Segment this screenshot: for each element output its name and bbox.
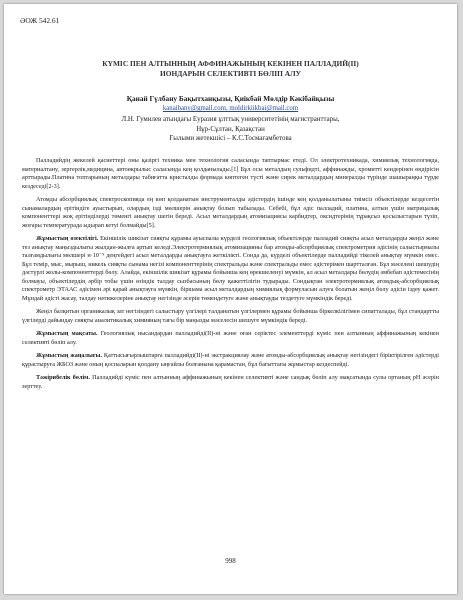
- paragraph-methods: Атомды абсорбциялық спектроскопияда ең көп қолданатын инструменталды әдістердің ішінде кең қолданылатыны тиімсіз объектілерде кездесетін сынамалардың ерітіндіге ауыстырып, олардың ізді мөлшерін анықтау болып табылады. Себебі, бұл әдіс палладий, платина, алтын үшін матрицалық компоненттері жоқ ерітінділерді төменгі анықтау шегін береді. Асыл металдардың атомизациясы карбидтер, оксидтерінің тұрақсыз қосылыстарын түзіп, жоғары температурада ыдырап кетуі болмайды[5].: [22, 196, 439, 229]
- udk-code: ӘОЖ 542.61: [20, 16, 60, 25]
- author-emails[interactable]: kanaibany@gmail.com, moldirkiikbai@mail.com: [162, 105, 299, 112]
- aim-text: Геологиялық нысандардан палладийді(ІІ)-ні және оған серіктес элементтерді күміс пен алтынның аффинажының кекінен селективті бөліп алу.: [22, 330, 439, 346]
- affiliation-line-3: Ғылыми жетекшісі – К.С.Тосмағамбетова: [169, 135, 292, 143]
- paragraph-standards: Жеңіл балқитын органикалық зат негізіндегі салыстыру үлгілері талданатын үлгілермен құрамы бойынша біркелкілігімен сипатталады, бұл стандартты үлгілерді дайындау сияқты аналитикалық химияның тағы бір маңызды мәселесін шешуге мүмкіндік береді.: [22, 308, 439, 324]
- paragraph-experimental: [22, 374, 439, 391]
- relevance-text: Екіншілік шикізат сияқты құрамы ауыспалы күрделі геологиялық объектілерде палладий сияқты асыл металдарды жеңіл және тез анықтау маңыздылығы жылдан-жылға артып келеді.Электротермиялық атомизацияны бар атомды-абсорбциялық спектрометрия әдісінің салыстырмалы талғамдылығы мөлшері н·10⁻⁹ деңгейдегі асыл металдарды анықтауға жеткілікті. Сонда да, күрделі объектілерде палладийді тікелей анықтау мүмкін емес. Бұл темір, мыс, мырыш, никель сияқты сынама негізі компоненттерінің спектральды және спектральды емес әдістерімен шартталған. Бұл мәселені шешудің дәстүрлі жолы-компоненттерді бөлу. Алайда, екіншілік шикізат құрамы бойынша кең өрекшеленуі мүмкін, ал асыл металдары бөлудің әмбебап әдістемесінің болмауы, объектілердің әрбір тобы үшін өзіндік талдау сызбасының бөлу қажеттілігін тудырады. Сондықтан электротермиялық атомдық-абсорбциялық спектрометр ЭТААС әдісімен әрі қарай анықтауға мүмкін, біршама асыл металдардың химиялық формуласын алуға болатын жеңіл бөлу әдісін іздеу қажет. Мұндай әдісті жасау, талдау нәтижелеріне анықтау негізінде әсерін төмендетуге және анықтауды тездетуге мүмкіндік береді.: [22, 235, 439, 302]
- paragraph-intro: Палладийдің жекелей қасиеттері оны қазіргі техника мен технология саласында таптырмас етеді. Ол электротехникада, химиялық технологияда, материалтану, зергерлік,медицина, автоөкрылыс саласында кең қолданылады.[1] Бұл осы металдың сульфидті, аффинажды, хромитті кендерінен өндірісін арттырады.Платина топтарының металдары табиғатта кристалды формада көптеген түсті және сирек металдардың минералды түрінде шашыраңқы түрде кездеседі[2-3].: [22, 157, 439, 190]
- relevance-heading: Жұмыстың өзектілігі.: [36, 235, 99, 242]
- page-number: 998: [225, 557, 236, 565]
- paper-title: [24, 59, 437, 79]
- experimental-text: Палладийді күміс пен алтынның аффинажының кекінен селективті және сандық бөліп алу мақсатында сулы ортаның рН әсерін зерттеу.: [22, 374, 439, 390]
- paper-title-line-2: ИОНДАРЫН СЕЛЕКТИВТІ БӨЛІП АЛУ: [159, 69, 302, 78]
- document-page: [4, 4, 457, 594]
- paragraph-novelty: [22, 352, 439, 369]
- novelty-heading: Жұмыстың жаңалығы.: [36, 352, 103, 359]
- paper-body: [22, 157, 439, 396]
- paragraph-relevance: [22, 235, 439, 303]
- experimental-heading: Тәжірибелік бөлім.: [36, 374, 90, 381]
- novelty-text: Қаттысығырлыштарға палладийді(ІІ)-ні экстракциялау және атомды-абсорбциялық анықтау негізіндегі біріктірілген әдістерді құрастыруға ЖБОЗ және оның қоспаларын қолдану ыңғайлы болғанына қарамастан, бұл бағыттағы жұмыстар кездеспейді.: [22, 352, 439, 368]
- paragraph-aim: [22, 330, 439, 347]
- author-list: Қанай Гүлбану Бақытханқызы, Қиікбай Мөлдір Кәкібайқызы: [126, 94, 335, 103]
- affiliation-line-2: Нұр-Сұлтан, Қазақстан: [196, 125, 265, 133]
- aim-heading: Жұмыстың мақсаты.: [36, 330, 98, 337]
- affiliation: [24, 115, 437, 144]
- paper-title-line-1: КҮМІС ПЕН АЛТЫННЫҢ АФФИНАЖЫНЫҢ КЕКІНЕН ПАЛЛАДИЙ(ІІ): [102, 59, 359, 68]
- affiliation-line-1: Л.Н. Гумилев атындағы Еуразия ұлттық университетінің магистранттары,: [121, 116, 340, 123]
